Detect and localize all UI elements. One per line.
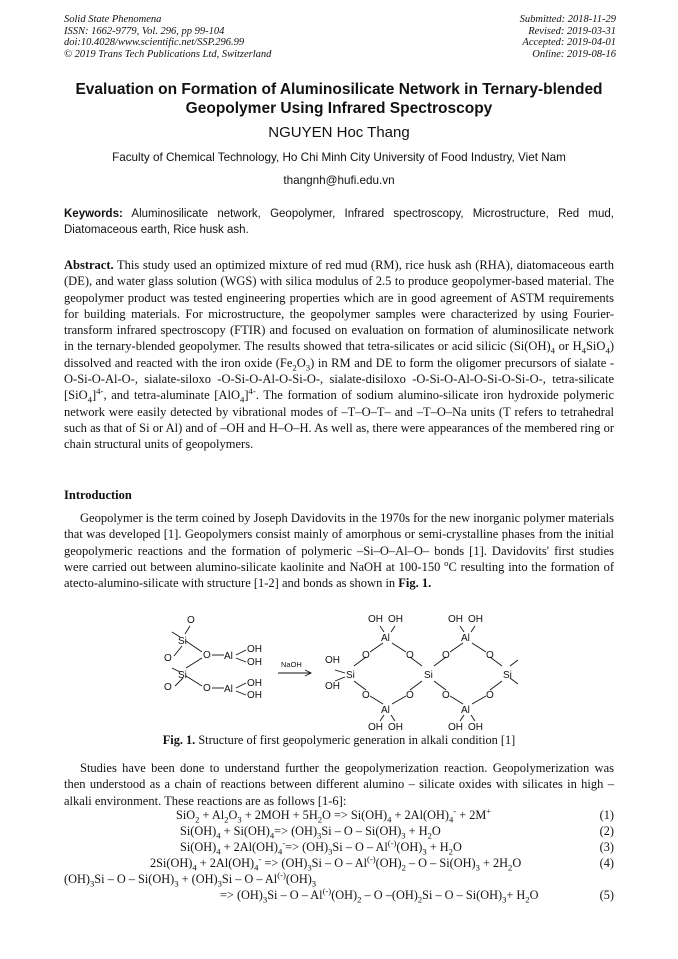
header-left [64,14,271,60]
fig-o-4: O [164,682,172,693]
accepted-date: Accepted: 2019-04-01 [522,37,616,48]
fig-o-5: O [203,683,211,694]
eq-number-1: (1) [599,808,614,822]
fig-al-5: Al [381,705,390,716]
introduction-heading: Introduction [64,488,132,502]
eq-number-3: (3) [599,840,614,854]
fig-oh-8: OH [468,614,483,625]
fig-o-11: O [406,690,414,701]
fig-oh-12: OH [388,722,403,732]
revised-date: Revised: 2019-03-31 [528,25,616,37]
caption-label: Fig. 1. [162,733,196,747]
paper-title [40,80,638,118]
issn: ISSN: 1662-9779, Vol. 296, pp 99-104 [64,25,225,37]
fig-si-2: Si [178,670,187,681]
fig-si-1: Si [178,636,187,647]
fig-o-12: O [442,690,450,701]
caption-text: Structure of first geopolymeric generation in alkali condition [1] [198,733,516,747]
fig-oh-14: OH [468,722,483,732]
keywords-label: Keywords: [64,208,123,220]
fig-naoh: NaOH [281,660,302,669]
abstract: Abstract. This study used an optimized mixture of red mud (RM), rice husk ash (RHA), diatomaceous earth (DE), and water glass solution (WGS) with silica modulus of 2.5 to produce geopolymer-based material. The geopolymer product was tested engineering properties which are in good agreement of ASTM requirements for building materials. For microstructure, the geopolymer samples were characterized by using Fourier-transform infrared spectroscopy (FTIR) and focused on evaluation on formation of aluminosilicate network in the ternary-blended geopolymer. The results showed that tetra-silicates or acid silicic ($Si(OH)_4$ or $H_4SiO_4$) dissolved and reacted with the iron oxide $(Fe_2O_3)$ in RM and DE to form the oligomer precursors of sialate -O-Si-O-Al-O-, sialate-siloxo -O-Si-O-Al-O-Si-O-, sialate-disiloxo -O-Si-O-Al-O-Si-O-Si-O-, tetra-silicate $[SiO_4]^{4-}$, and tetra-aluminate $[AlO_4]^{4-}$. The formation of sodium alumino-silicate iron hydroxide polymeric network were easily detected by vibrational modes of –T–O–T– and –T–O–Na units (T refers to tetrahedral such as that of Si or Al) and of –OH and H–O–H. As well as, there were appearances of the membered ring or chain structural units of geopolymers. [64,258,614,452]
fig-al-6: Al [461,705,470,716]
studies-paragraph: Studies have been done to understand further the geopolymerization reaction. Geopolymerization was then understood as a chain of reactions between different alumino – silicate oxides with silicates in high – alkali environment. These reactions are as follows [1-6]: [64,761,614,808]
fig-o-9: O [486,650,494,661]
keywords-text: Aluminosilicate network, Geopolymer, Infrared spectroscopy, Microstructure, Red mud, Diatomaceous earth, Rice husk ash. [64,208,615,236]
fig-o-2: O [164,653,172,664]
copyright: © 2019 Trans Tech Publications Ltd, Switzerland [64,48,272,60]
fig-o-3: O [203,650,211,661]
fig-al-3: Al [381,633,390,644]
equation-5a: $(OH)_3Si - O - Si(OH)_3 + (OH)_3Si - O - Al^{(-)}(OH)_3$ [64,869,317,889]
equation-1: $SiO_2 + Al_2O_3 + 2MOH + 5H_2O => Si(OH)_4 + 2Al(OH)_4^- + 2M^+$ (1) [176,805,614,825]
fig-oh-13: OH [448,722,463,732]
fig-al-2: Al [224,684,233,695]
fig-oh-9: OH [325,655,340,666]
fig-si-3: Si [346,670,355,681]
fig-oh-4: OH [247,690,262,701]
fig-oh-6: OH [388,614,403,625]
header-right [520,14,616,60]
online-date: Online: 2019-08-16 [532,48,616,60]
affiliation: Faculty of Chemical Technology, Ho Chi Minh City University of Food Industry, Viet Nam [112,151,566,164]
figure-1-structure [150,610,530,732]
fig-oh-10: OH [325,681,340,692]
fig-al-4: Al [461,633,470,644]
introduction-text: Geopolymer is the term coined by Joseph Davidovits in the 1970s for the new inorganic polymer materials that was developed [1]. Geopolymers consist mainly of amorphous or semi-crystalline phases from the initial geopolymeric reactions and the formation of polymeric –Si–O–Al–O– bonds [1]. Davidovits' first studies were carried out between alumino-silicate kaolinite and NaOH at 100-150 $^o$C resulting into the formation of atecto-alumino-silicate with structure [1-2] and bonds as shown in Fig. 1. [64,511,614,591]
fig-o-13: O [486,690,494,701]
fig-oh-7: OH [448,614,463,625]
fig-o-7: O [406,650,414,661]
email: thangnh@hufi.edu.vn [283,174,395,187]
equation-4: $2Si(OH)_4 + 2Al(OH)_4^- => (OH)_3Si - O - Al^{(-)}(OH)_2 - O - Si(OH)_3 + 2H_2O$ (4) [150,853,614,873]
fig-si-4: Si [424,670,433,681]
eq-number-4: (4) [599,856,614,870]
fig-o-6: O [362,650,370,661]
title-line-1: Evaluation on Formation of Aluminosilicate Network in Ternary-blended [75,81,603,98]
fig-al-1: Al [224,651,233,662]
fig-o-8: O [442,650,450,661]
equation-3: $Si(OH)_4 + 2Al(OH)_4^-=> (OH)_3Si - O - Al^{(-)}(OH)_3 + H_2O$ (3) [180,837,614,857]
abstract-label: Abstract. [64,258,114,272]
doi: doi:10.4028/www.scientific.net/SSP.296.99 [64,37,245,48]
equation-2: $Si(OH)_4 + Si(OH)_4=> (OH)_3Si - O - Si(OH)_3 + H_2O$ (2) [180,824,614,841]
fig-o-10: O [362,690,370,701]
fig-si-5: Si [503,670,512,681]
fig-oh-11: OH [368,722,383,732]
figure-caption [0,733,678,748]
fig-o-1: O [187,615,195,626]
fig-oh-5: OH [368,614,383,625]
fig-oh-3: OH [247,678,262,689]
journal-name: Solid State Phenomena [64,14,162,25]
eq-number-5: (5) [599,888,614,902]
eq-number-2: (2) [599,824,614,838]
fig-oh-2: OH [247,657,262,668]
equation-5b: => $(OH)_3Si$ – O – $Al^{(-)}(OH)_2$ – O $-(OH)_2Si - O - Si(OH)_3+ H_2O$ (5) [220,885,614,905]
keywords [64,206,614,238]
fig-oh-1: OH [247,644,262,655]
submitted-date: Submitted: 2018-11-29 [519,14,616,25]
author: NGUYEN Hoc Thang [268,124,410,141]
title-line-2: Geopolymer Using Infrared Spectroscopy [185,100,493,117]
